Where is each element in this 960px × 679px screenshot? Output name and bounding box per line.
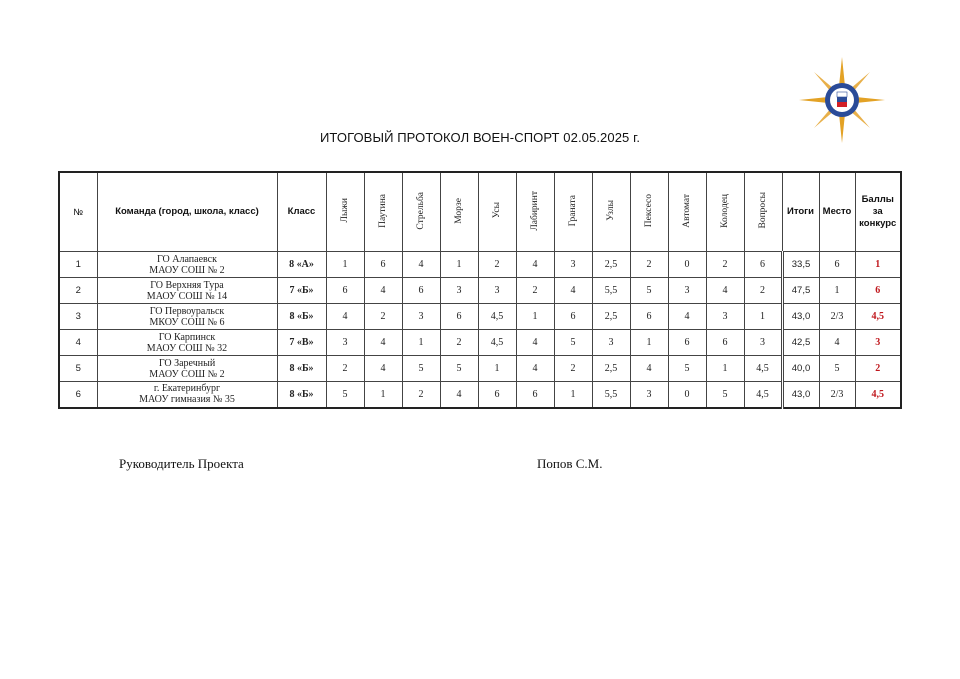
team-city: ГО Заречный [158,357,216,369]
header-class: Класс [277,172,326,252]
header-team: Команда (город, школа, класс) [97,172,277,252]
header-event-morse: Морзе [440,172,478,252]
cell-event-score: 2,5 [592,304,630,330]
cell-event-score: 4,5 [744,382,782,408]
cell-event-score: 4 [516,356,554,382]
cell-event-score: 3 [402,304,440,330]
header-event-labyrinth: Лабиринт [516,172,554,252]
cell-event-score: 0 [668,382,706,408]
cell-event-score: 3 [440,278,478,304]
team-city: ГО Алапаевск [157,253,217,265]
cell-event-score: 6 [478,382,516,408]
cell-class: 8 «Б» [277,356,326,382]
cell-event-score: 4,5 [478,304,516,330]
cell-event-score: 1 [706,356,744,382]
cell-class: 7 «В» [277,330,326,356]
cell-event-score: 6 [440,304,478,330]
cell-event-score: 6 [326,278,364,304]
cell-event-score: 4 [326,304,364,330]
table-header-row [59,172,901,252]
table-row [59,330,901,356]
cell-event-score: 5 [668,356,706,382]
cell-event-score: 6 [744,252,782,278]
cell-event-score: 2 [554,356,592,382]
cell-event-score: 1 [554,382,592,408]
cell-place: 5 [819,356,855,382]
cell-event-score: 1 [744,304,782,330]
cell-event-score: 3 [478,278,516,304]
cell-class: 7 «Б» [277,278,326,304]
cell-event-score: 5 [326,382,364,408]
cell-event-score: 6 [630,304,668,330]
results-table [58,171,902,409]
header-event-grenade: Граната [554,172,592,252]
team-school: МАОУ СОШ № 2 [149,368,225,380]
cell-contest-score: 1 [855,252,901,278]
cell-event-score: 5 [440,356,478,382]
cell-event-score: 4 [554,278,592,304]
table-row [59,278,901,304]
cell-event-score: 0 [668,252,706,278]
cell-team [97,304,277,330]
cell-total: 42,5 [782,330,819,356]
team-city: ГО Первоуральск [149,305,225,317]
cell-event-score: 3 [706,304,744,330]
cell-event-score: 1 [516,304,554,330]
cell-event-score: 2 [326,356,364,382]
cell-num: 4 [59,330,97,356]
cell-place: 4 [819,330,855,356]
team-school: МАОУ СОШ № 32 [146,342,228,354]
cell-event-score: 1 [326,252,364,278]
cell-place: 2/3 [819,382,855,408]
cell-event-score: 4 [364,330,402,356]
cell-event-score: 1 [364,382,402,408]
cell-event-score: 2 [440,330,478,356]
cell-event-score: 5 [630,278,668,304]
header-event-knots: Узлы [592,172,630,252]
cell-event-score: 4 [402,252,440,278]
cell-event-score: 6 [402,278,440,304]
cell-num: 2 [59,278,97,304]
cell-team [97,252,277,278]
cell-event-score: 2 [706,252,744,278]
signature-role: Руководитель Проекта [119,456,244,471]
table-row [59,304,901,330]
cell-event-score: 2 [478,252,516,278]
header-event-shooting: Стрельба [402,172,440,252]
cell-event-score: 6 [364,252,402,278]
cell-place: 6 [819,252,855,278]
cell-class: 8 «Б» [277,382,326,408]
cell-place: 1 [819,278,855,304]
cell-contest-score: 2 [855,356,901,382]
header-num: № [59,172,97,252]
cell-event-score: 2,5 [592,356,630,382]
header-event-well: Колодец [706,172,744,252]
cell-class: 8 «А» [277,252,326,278]
cell-event-score: 4,5 [744,356,782,382]
cell-event-score: 2 [364,304,402,330]
cell-contest-score: 4,5 [855,304,901,330]
cell-place: 2/3 [819,304,855,330]
signature-name: Попов С.М. [537,456,603,471]
cell-team [97,278,277,304]
cell-event-score: 6 [516,382,554,408]
cell-total: 40,0 [782,356,819,382]
cell-event-score: 4 [516,330,554,356]
cell-event-score: 2,5 [592,252,630,278]
header-place: Место [819,172,855,252]
cell-num: 3 [59,304,97,330]
cell-total: 47,5 [782,278,819,304]
cell-event-score: 5,5 [592,278,630,304]
table-row [59,382,901,408]
header-total: Итоги [782,172,819,252]
cell-event-score: 4,5 [478,330,516,356]
cell-event-score: 2 [744,278,782,304]
cell-team [97,330,277,356]
cell-num: 1 [59,252,97,278]
cell-contest-score: 4,5 [855,382,901,408]
team-city: ГО Карпинск [158,331,216,343]
header-score: Баллы за конкурс [855,172,901,252]
cell-num: 6 [59,382,97,408]
cell-event-score: 4 [630,356,668,382]
header-event-web: Паутина [364,172,402,252]
cell-event-score: 1 [478,356,516,382]
header-event-skis: Лыжи [326,172,364,252]
cell-event-score: 4 [706,278,744,304]
cell-class: 8 «Б» [277,304,326,330]
cell-event-score: 1 [440,252,478,278]
cell-event-score: 3 [592,330,630,356]
cell-event-score: 4 [516,252,554,278]
cell-event-score: 5 [402,356,440,382]
header-event-pexeso: Пексесо [630,172,668,252]
cell-team [97,356,277,382]
cell-event-score: 4 [440,382,478,408]
cell-total: 43,0 [782,382,819,408]
cell-event-score: 3 [554,252,592,278]
cell-team [97,382,277,408]
cell-event-score: 3 [668,278,706,304]
team-city: г. Екатеринбург [153,383,221,395]
cell-event-score: 4 [364,278,402,304]
cell-contest-score: 6 [855,278,901,304]
cell-event-score: 4 [668,304,706,330]
cell-event-score: 4 [364,356,402,382]
cell-event-score: 6 [554,304,592,330]
team-city: ГО Верхняя Тура [150,279,224,291]
cell-event-score: 5 [554,330,592,356]
header-event-questions: Вопросы [744,172,782,252]
cell-total: 33,5 [782,252,819,278]
cell-event-score: 6 [706,330,744,356]
cell-event-score: 1 [402,330,440,356]
table-row [59,356,901,382]
header-event-rifle: Автомат [668,172,706,252]
cell-event-score: 3 [744,330,782,356]
cell-contest-score: 3 [855,330,901,356]
header-event-usy: Усы [478,172,516,252]
cell-event-score: 3 [630,382,668,408]
cell-event-score: 2 [516,278,554,304]
cell-event-score: 3 [326,330,364,356]
cell-event-score: 5 [706,382,744,408]
cell-event-score: 6 [668,330,706,356]
team-school: МАОУ СОШ № 2 [149,264,225,276]
page-title: ИТОГОВЫЙ ПРОТОКОЛ ВОЕН-СПОРТ 02.05.2025 г. [319,130,641,145]
team-school: МАОУ гимназия № 35 [139,394,235,406]
table-row [59,252,901,278]
team-school: МАОУ СОШ № 14 [146,290,228,302]
cell-event-score: 5,5 [592,382,630,408]
cell-event-score: 1 [630,330,668,356]
cell-num: 5 [59,356,97,382]
team-school: МКОУ СОШ № 6 [149,316,225,328]
cell-total: 43,0 [782,304,819,330]
cell-event-score: 2 [402,382,440,408]
cell-event-score: 2 [630,252,668,278]
